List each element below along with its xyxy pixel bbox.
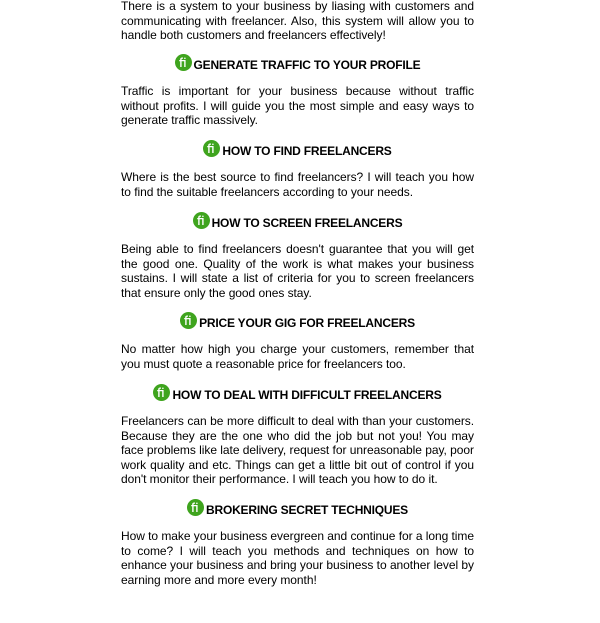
section-heading [121,382,474,402]
fiverr-logo-icon [153,384,170,401]
fiverr-logo-icon [175,54,192,71]
fiverr-logo-icon [203,140,220,157]
fiverr-logo-icon [180,312,197,329]
section-heading [121,138,474,158]
section-body: Being able to find freelancers doesn't guarantee that you will get the good one. Quality of the work is what makes your business sustains. I will state a list of criteria for you to screen freelancers that ensure only the good ones stay. [121,242,474,300]
section-brokering-secrets [121,497,474,587]
section-body: How to make your business evergreen and continue for a long time to come? I will teach you methods and techniques on how to enhance your business and bring your business to another level by earning more and more every month! [121,529,474,587]
section-heading [121,210,474,230]
fiverr-logo-icon [193,212,210,229]
section-heading-text: HOW TO SCREEN FREELANCERS [211,216,403,230]
section-body: Traffic is important for your business because without traffic without profits. I will guide you the most simple and easy ways to generate traffic massively. [121,84,474,127]
section-body: Freelancers can be more difficult to deal with than your customers. Because they are the one who did the job but not you! You may face problems like late delivery, request for unreasonable pay, poor work quality and etc. Things can get a little bit out of control if you don't monitor their performance. I will teach you how to do it. [121,414,474,486]
section-heading [121,497,474,517]
fiverr-logo-icon [187,499,204,516]
section-heading [121,52,474,72]
section-heading-text: HOW TO FIND FREELANCERS [222,144,392,158]
section-price-gig [121,310,474,371]
intro-paragraph: There is a system to your business by liasing with customers and communicating with freelancer. Also, this system will allow you to handle both customers and freelancers effectively! [121,0,474,42]
section-heading-text: BROKERING SECRET TECHNIQUES [206,503,408,517]
section-heading-text: HOW TO DEAL WITH DIFFICULT FREELANCERS [172,388,442,402]
section-generate-traffic [121,52,474,128]
section-screen-freelancers [121,210,474,300]
section-heading-text: PRICE YOUR GIG FOR FREELANCERS [199,316,415,330]
section-body: No matter how high you charge your customers, remember that you must quote a reasonable price for freelancers too. [121,342,474,371]
section-difficult-freelancers [121,382,474,487]
section-body: Where is the best source to find freelancers? I will teach you how to find the suitable freelancers according to your needs. [121,170,474,199]
section-find-freelancers [121,138,474,199]
section-heading-text: GENERATE TRAFFIC TO YOUR PROFILE [193,58,421,72]
section-heading [121,310,474,330]
